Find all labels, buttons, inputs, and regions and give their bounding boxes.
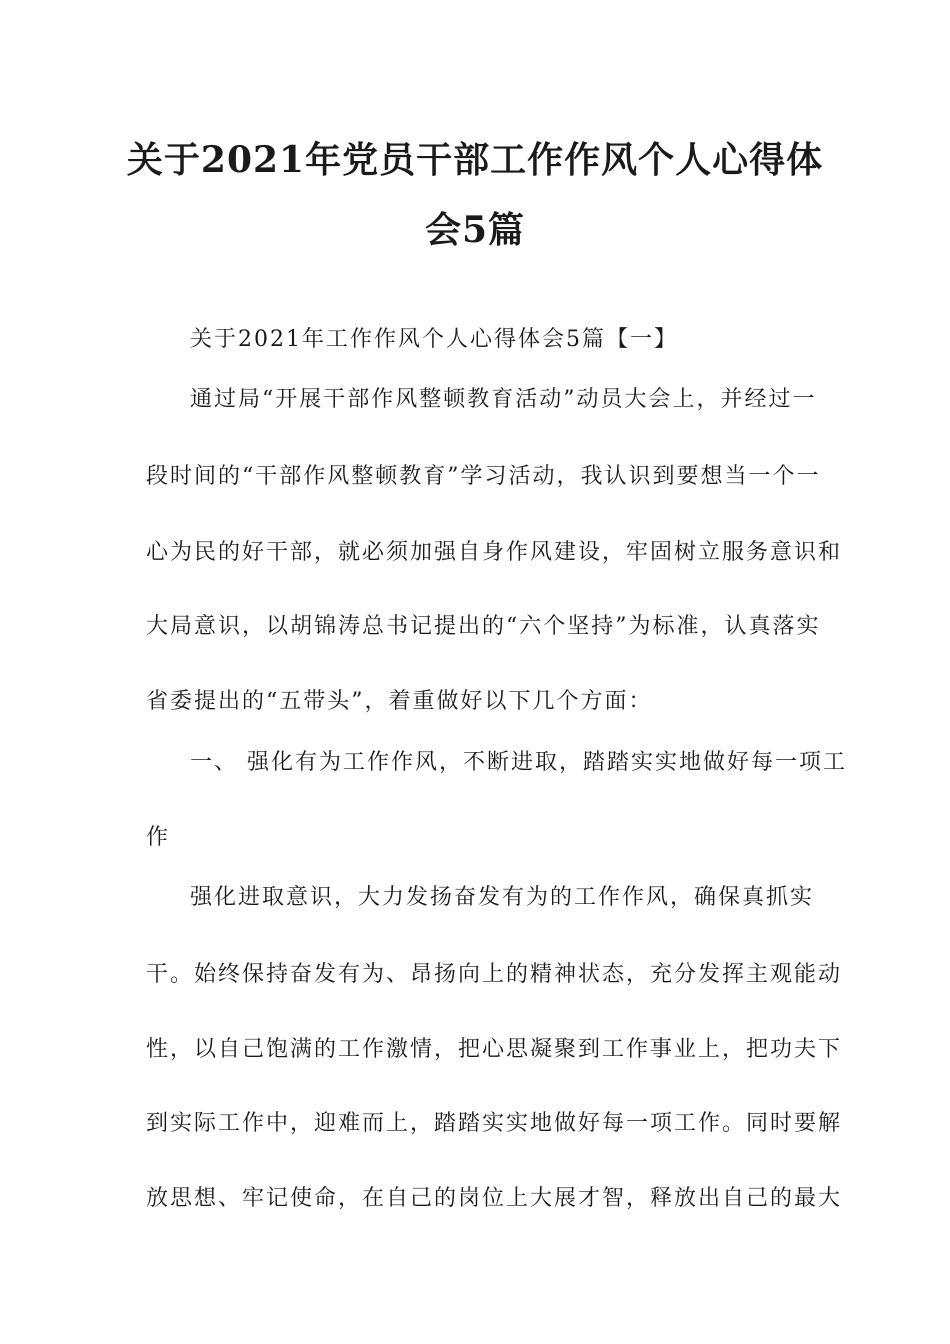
document-title-line-2: 会5篇 <box>424 209 526 251</box>
paragraph-line: 强化进取意识，大力发扬奋发有为的工作作风，确保真抓实 <box>190 885 815 910</box>
paragraph-line: 干。始终保持奋发有为、昂扬向上的精神状态，充分发挥主观能动 <box>146 962 843 987</box>
paragraph-line: 省委提出的“五带头”，着重做好以下几个方面： <box>146 689 653 714</box>
paragraph-line: 性，以自己饱满的工作激情，把心思凝聚到工作事业上，把功夫下 <box>146 1037 843 1062</box>
paragraph-line: 作 <box>146 825 171 850</box>
document-title-line-1: 关于2021年党员干部工作作风个人心得体 <box>126 139 824 181</box>
paragraph-line: 到实际工作中，迎难而上，踏踏实实地做好每一项工作。同时要解 <box>146 1111 843 1136</box>
section-heading: 关于2021年工作作风个人心得体会5篇【一】 <box>190 327 678 352</box>
paragraph-line: 大局意识，以胡锦涛总书记提出的“六个坚持”为标准，认真落实 <box>146 614 821 639</box>
paragraph-line: 通过局“开展干部作风整顿教育活动”动员大会上，并经过一 <box>190 387 817 412</box>
numbered-heading: 一、 强化有为工作作风，不断进取，踏踏实实地做好每一项工 <box>190 750 847 775</box>
paragraph-line: 放思想、牢记使命，在自己的岗位上大展才智，释放出自己的最大 <box>146 1186 843 1211</box>
paragraph-line: 段时间的“干部作风整顿教育”学习活动，我认识到要想当一个一 <box>146 464 821 489</box>
paragraph-line: 心为民的好干部，就必须加强自身作风建设，牢固树立服务意识和 <box>146 540 843 565</box>
